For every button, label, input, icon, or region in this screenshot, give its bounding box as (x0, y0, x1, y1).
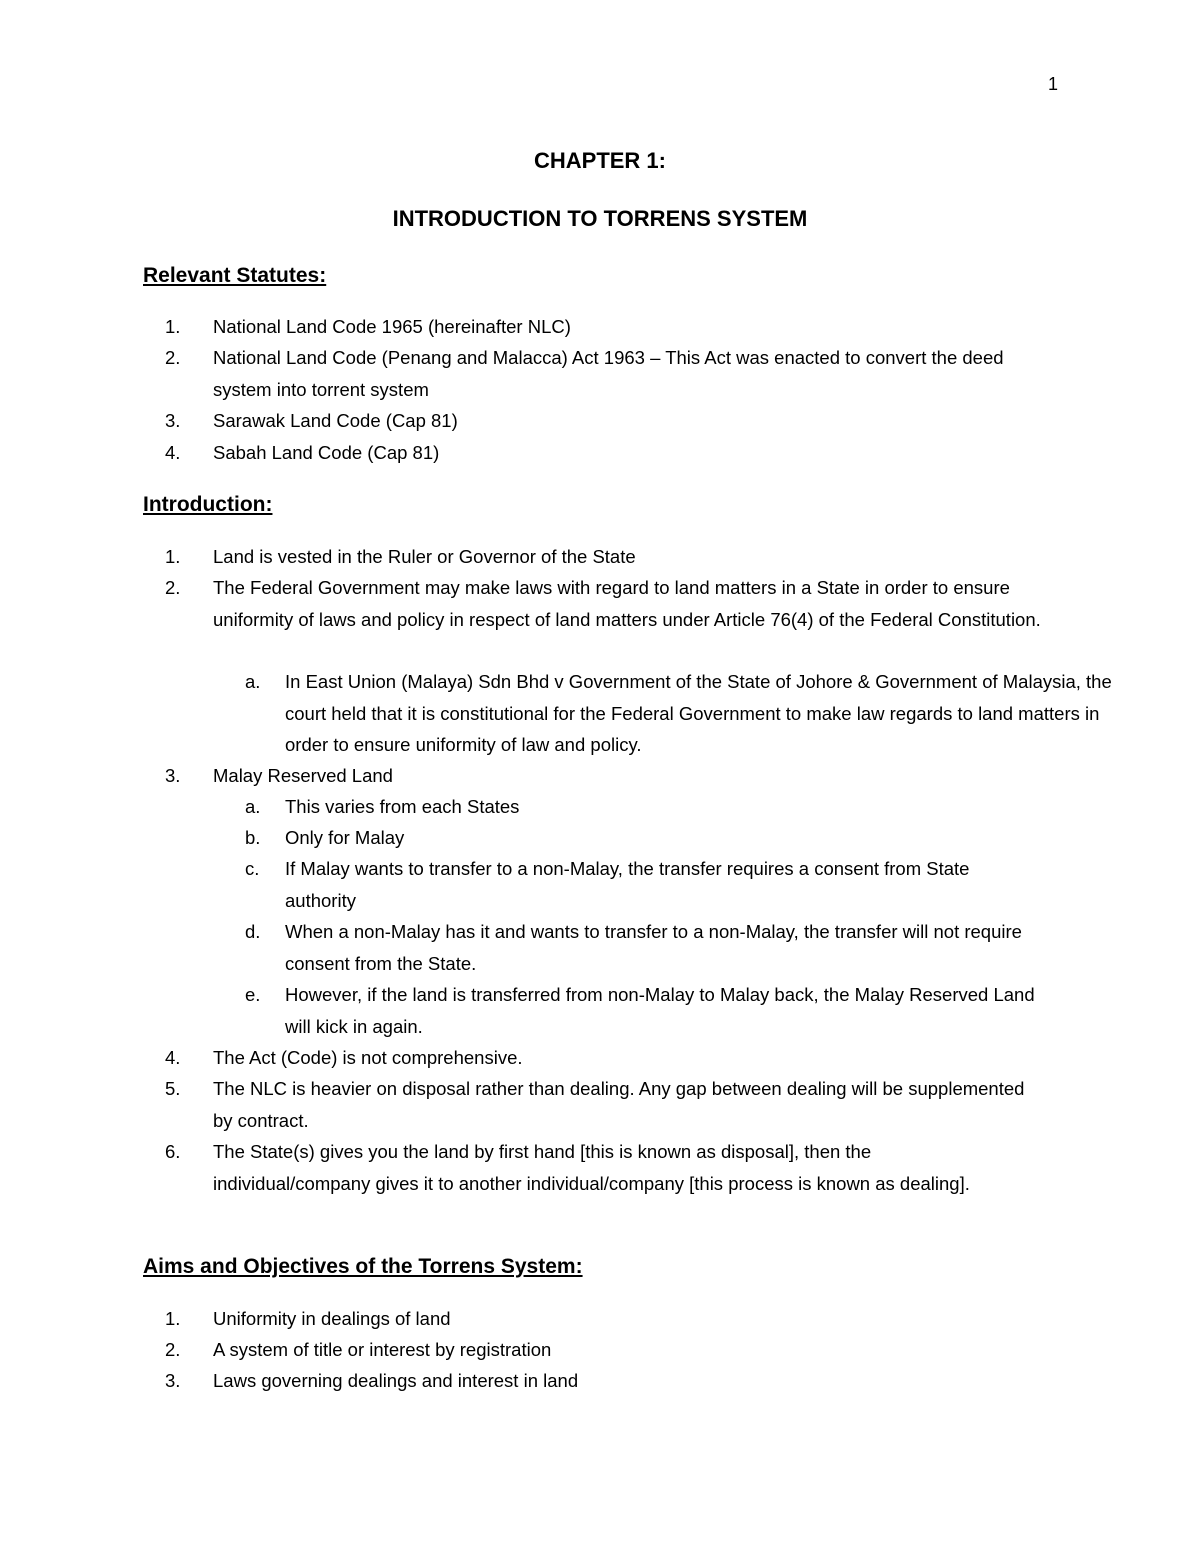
list-item: 3. Laws governing dealings and interest in land (165, 1370, 579, 1391)
list-item: 6. The State(s) gives you the land by first hand [this is known as disposal], then the individual/company gives it to another individual/company [this process is known as dealing]. (165, 1141, 970, 1194)
list-item: 4. The Act (Code) is not comprehensive. (165, 1047, 523, 1068)
list-item: 1. National Land Code 1965 (hereinafter NLC) (165, 316, 571, 337)
list-item: 5. The NLC is heavier on disposal rather than dealing. Any gap between dealing will be supplemented by contract. (165, 1078, 1025, 1131)
list-item: 1. Uniformity in dealings of land (165, 1308, 451, 1329)
heading-relevant-statutes: Relevant Statutes: (143, 264, 327, 287)
list-item: 2. National Land Code (Penang and Malacca) Act 1963 – This Act was enacted to convert the deed system into torrent system (165, 347, 1004, 400)
chapter-label: CHAPTER 1: (533, 148, 666, 173)
list-item: 1. Land is vested in the Ruler or Governor of the State (165, 546, 636, 567)
list-item: e. However, if the land is transferred from non-Malay to Malay back, the Malay Reserved Land will kick in again. (245, 984, 1035, 1037)
list-item: 2. The Federal Government may make laws with regard to land matters in a State in order to ensure uniformity of laws and policy in respect of land matters under Article 76(4) of the Federal Constitution. (165, 577, 1041, 630)
list-item: 4. Sabah Land Code (Cap 81) (165, 442, 440, 463)
list-item: d. When a non-Malay has it and wants to transfer to a non-Malay, the transfer will not require consent from the State. (245, 921, 1022, 974)
list-item: 2. A system of title or interest by registration (165, 1339, 552, 1360)
heading-introduction: Introduction: (143, 493, 273, 516)
page-number: 1 (1048, 74, 1059, 94)
list-item: 3. Sarawak Land Code (Cap 81) (165, 410, 458, 431)
list-item: a. This varies from each States (245, 796, 520, 817)
list-item: a. In East Union (Malaya) Sdn Bhd v Government of the State of Johore & Government of Malaysia, the court held that it is constitutional for the Federal Government to make law regards to land matters in order to ensure uniformity of law and policy. (245, 671, 1112, 755)
list-item: 3. Malay Reserved Land (165, 765, 393, 786)
list-item: b. Only for Malay (245, 827, 405, 848)
list-item: c. If Malay wants to transfer to a non-Malay, the transfer requires a consent from State authority (245, 858, 970, 911)
heading-aims-objectives: Aims and Objectives of the Torrens System: (143, 1255, 583, 1278)
chapter-title: INTRODUCTION TO TORRENS SYSTEM (392, 206, 808, 231)
